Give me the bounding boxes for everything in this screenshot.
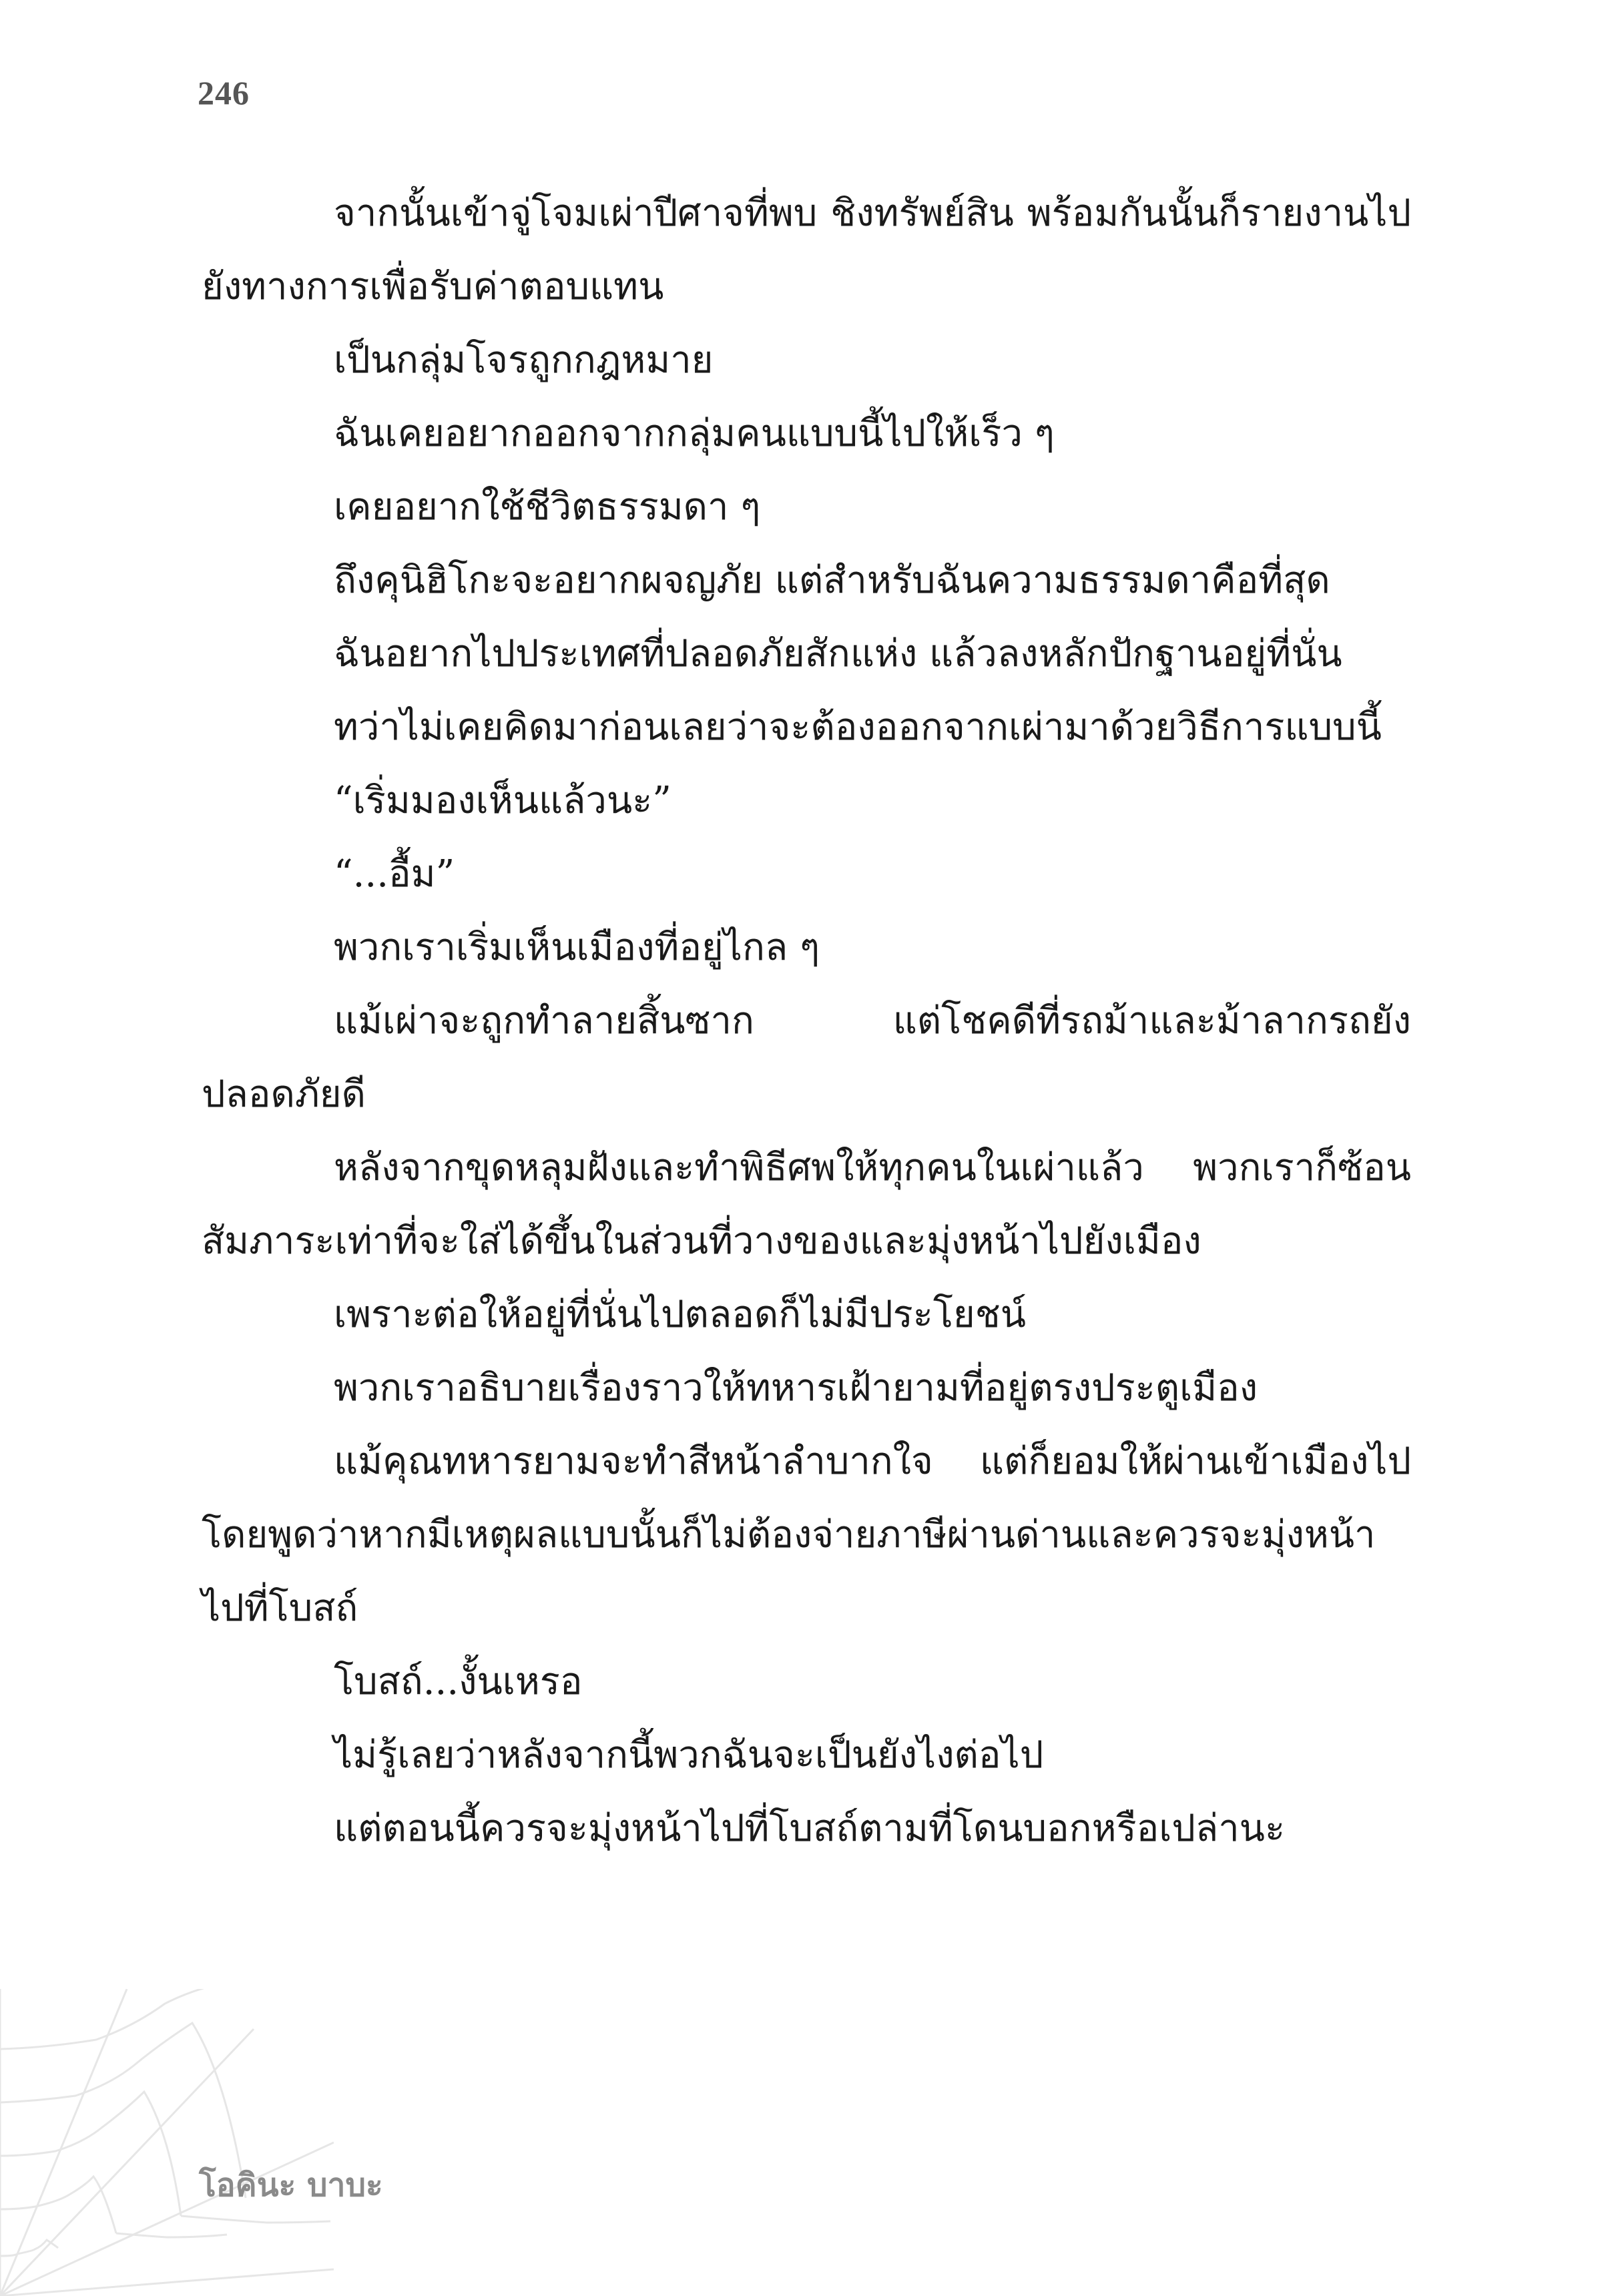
paragraph: แม้เผ่าจะถูกทำลายสิ้นซาก แต่โชคดีที่รถม้าและม้าลากรถยังปลอดภัยดี: [202, 999, 1411, 1116]
paragraph: ฉันเคยอยากออกจากกลุ่มคนแบบนี้ไปให้เร็ว ๆ: [334, 412, 1055, 455]
footer-author: โอคินะ บาบะ: [199, 2167, 383, 2204]
paragraph: โบสถ์...งั้นเหรอ: [334, 1660, 583, 1703]
paragraph: เคยอยากใช้ชีวิตธรรมดา ๆ: [334, 485, 761, 529]
page-number: 246: [198, 74, 250, 111]
paragraph: พวกเราอธิบายเรื่องราวให้ทหารเฝ้ายามที่อยู่ตรงประตูเมือง: [334, 1366, 1258, 1410]
paragraph: แม้คุณทหารยามจะทำสีหน้าลำบากใจ แต่ก็ยอมให้ผ่านเข้าเมืองไป โดยพูดว่าหากมีเหตุผลแบบนั้นก็ไม่ต้องจ่ายภาษีผ่านด่านและควรจะมุ่งหน้าไปที่โบสถ์: [202, 1440, 1411, 1630]
paragraph: พวกเราเริ่มเห็นเมืองที่อยู่ไกล ๆ: [334, 926, 820, 969]
paragraph: ทว่าไม่เคยคิดมาก่อนเลยว่าจะต้องออกจากเผ่ามาด้วยวิธีการแบบนี้: [334, 705, 1382, 749]
paragraph: เป็นกลุ่มโจรถูกกฎหมาย: [334, 338, 714, 382]
paragraph: เพราะต่อให้อยู่ที่นั่นไปตลอดก็ไม่มีประโยชน์: [334, 1293, 1027, 1336]
paragraph: ถึงคุนิฮิโกะจะอยากผจญภัย แต่สำหรับฉันความธรรมดาคือที่สุด: [334, 559, 1330, 602]
paragraph: “เริ่มมองเห็นแล้วนะ”: [334, 779, 671, 822]
paragraph: จากนั้นเข้าจู่โจมเผ่าปีศาจที่พบ ชิงทรัพย์สิน พร้อมกันนั้นก็รายงานไปยังทางการเพื่อรับค่าตอบแทน: [202, 192, 1411, 308]
paragraph: หลังจากขุดหลุมฝังและทำพิธีศพให้ทุกคนในเผ่าแล้ว พวกเราก็ซ้อนสัมภาระเท่าที่จะใส่ได้ขึ้นในส่วนที่วางของและมุ่งหน้าไปยังเมือง: [202, 1146, 1411, 1263]
body-text: [202, 177, 1411, 1866]
paragraph: “...อื้ม”: [334, 852, 455, 896]
paragraph: แต่ตอนนี้ควรจะมุ่งหน้าไปที่โบสถ์ตามที่โดนบอกหรือเปล่านะ: [334, 1807, 1286, 1850]
paragraph: ไม่รู้เลยว่าหลังจากนี้พวกฉันจะเป็นยังไงต่อไป: [334, 1733, 1044, 1777]
spider-web-icon: [0, 1989, 334, 2296]
paragraph: ฉันอยากไปประเทศที่ปลอดภัยสักแห่ง แล้วลงหลักปักฐานอยู่ที่นั่น: [334, 632, 1342, 675]
